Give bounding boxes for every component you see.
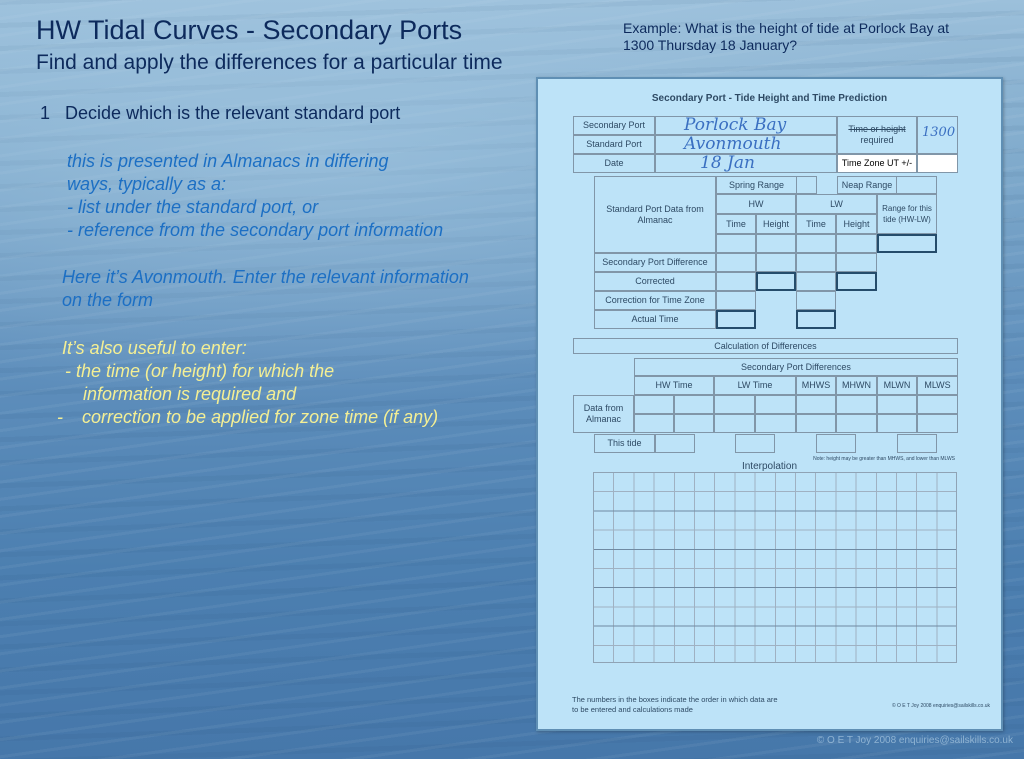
hw-height-header: Height	[756, 214, 796, 234]
tz-hw-field[interactable]	[716, 291, 756, 310]
tz-lw-field[interactable]	[796, 291, 836, 310]
alm-hw-time-2[interactable]	[674, 395, 714, 414]
avonmouth-note: Here it’s Avonmouth. Enter the relevant information on the form	[62, 267, 469, 310]
this-tide-mlw-field[interactable]	[897, 434, 937, 453]
standard-port-entry: Avonmouth	[684, 134, 782, 154]
alm-mlwn-2[interactable]	[877, 414, 917, 433]
slide-title: HW Tidal Curves - Secondary Ports	[36, 15, 463, 45]
form-heading: Secondary Port - Tide Height and Time Prediction	[651, 93, 888, 104]
lw-height-header: Height	[836, 214, 877, 234]
sec-diff-label: Secondary Port Difference	[594, 253, 716, 272]
alm-lw-time-1[interactable]	[714, 395, 755, 414]
alm-lw-time-2[interactable]	[755, 395, 796, 414]
sec-port-diffs-header: Secondary Port Differences	[634, 358, 958, 376]
time-required-entry: 1300	[922, 125, 956, 140]
step-one	[40, 103, 400, 124]
alm-lw-time-4[interactable]	[755, 414, 796, 433]
time-zone-label: Time Zone UT +/-	[837, 154, 917, 173]
corr-tz-label: Correction for Time Zone	[594, 291, 716, 310]
diff-lw-time-field[interactable]	[796, 253, 836, 272]
diff-hw-height-field[interactable]	[756, 253, 796, 272]
neap-range-label: Neap Range	[837, 176, 897, 194]
actual-lw-time-field[interactable]	[796, 310, 836, 329]
this-tide-mhw-field[interactable]	[816, 434, 856, 453]
mhwn-col: MHWN	[836, 376, 877, 395]
lw-time-header: Time	[796, 214, 836, 234]
range-label: Range for this tide (HW-LW)	[877, 194, 937, 234]
mlws-col: MLWS	[917, 376, 958, 395]
calc-diff-header: Calculation of Differences	[573, 338, 958, 354]
actual-hw-time-field[interactable]	[716, 310, 756, 329]
hw-header: HW	[716, 194, 796, 214]
time-zone-field[interactable]	[917, 154, 958, 173]
mlwn-col: MLWN	[877, 376, 917, 395]
alm-mhwn-2[interactable]	[836, 414, 877, 433]
interpolation-label: Interpolation	[741, 461, 798, 472]
alm-mhws-1[interactable]	[796, 395, 836, 414]
copyright: © O E T Joy 2008 enquiries@sailskills.co.uk	[816, 735, 1013, 746]
corr-hw-height-field[interactable]	[756, 272, 796, 291]
slide-subtitle: Find and apply the differences for a particular time	[36, 51, 503, 74]
hw-time-col: HW Time	[634, 376, 714, 395]
form-credit: © O E T Joy 2008 enquiries@sailskills.co.uk	[891, 703, 990, 709]
data-from-almanac-label: Data from Almanac	[573, 395, 634, 433]
std-hw-time-field[interactable]	[716, 234, 756, 253]
corrected-label: Corrected	[594, 272, 716, 291]
secondary-port-entry: Porlock Bay	[684, 115, 787, 135]
spring-range-field[interactable]	[797, 176, 817, 194]
secondary-port-label: Secondary Port	[573, 116, 655, 135]
alm-hw-time-1[interactable]	[634, 395, 674, 414]
std-hw-height-field[interactable]	[756, 234, 796, 253]
alm-mlwn-1[interactable]	[877, 395, 917, 414]
date-entry: 18 Jan	[700, 153, 755, 173]
interpolation-grid[interactable]	[593, 472, 957, 663]
alm-mlws-1[interactable]	[917, 395, 958, 414]
alm-hw-time-3[interactable]	[634, 414, 674, 433]
standard-port-label: Standard Port	[573, 135, 655, 154]
date-label: Date	[573, 154, 655, 173]
range-field[interactable]	[877, 234, 937, 253]
spring-range-label: Spring Range	[716, 176, 797, 194]
this-tide-lw-field[interactable]	[735, 434, 775, 453]
step-number: 1	[40, 103, 51, 123]
std-lw-time-field[interactable]	[796, 234, 836, 253]
alm-mlws-2[interactable]	[917, 414, 958, 433]
step-text: Decide which is the relevant standard port	[65, 103, 401, 123]
corr-hw-time-field[interactable]	[716, 272, 756, 291]
tide-prediction-form	[536, 77, 1003, 731]
hw-time-header: Time	[716, 214, 756, 234]
alm-lw-time-3[interactable]	[714, 414, 755, 433]
std-lw-height-field[interactable]	[836, 234, 877, 253]
corr-lw-time-field[interactable]	[796, 272, 836, 291]
form-footer: The numbers in the boxes indicate the order in which data are to be entered and calculations made	[572, 695, 778, 714]
std-data-label: Standard Port Data from Almanac	[594, 176, 716, 253]
diff-hw-time-field[interactable]	[716, 253, 756, 272]
alm-mhwn-1[interactable]	[836, 395, 877, 414]
time-required-label: Time or height required	[837, 116, 917, 154]
neap-range-field[interactable]	[897, 176, 937, 194]
mhws-col: MHWS	[796, 376, 836, 395]
this-tide-hw-field[interactable]	[655, 434, 695, 453]
example-question: Example: What is the height of tide at Porlock Bay at 1300 Thursday 18 January?	[623, 20, 950, 53]
useful-note: It’s also useful to enter: - the time (or height) for which the information is required and - correction to be applied for zone time (if any)	[57, 338, 439, 427]
lw-time-col: LW Time	[714, 376, 796, 395]
diff-lw-height-field[interactable]	[836, 253, 877, 272]
almanac-note: this is presented in Almanacs in differing ways, typically as a: - list under the standard port, or - reference from the secondary port information	[67, 151, 444, 240]
alm-hw-time-4[interactable]	[674, 414, 714, 433]
actual-time-label: Actual Time	[594, 310, 716, 329]
height-note: Note: height may be greater than MHWS, and lower than MLWS	[813, 456, 955, 462]
lw-header: LW	[796, 194, 877, 214]
this-tide-label: This tide	[594, 434, 655, 453]
alm-mhws-2[interactable]	[796, 414, 836, 433]
corr-lw-height-field[interactable]	[836, 272, 877, 291]
